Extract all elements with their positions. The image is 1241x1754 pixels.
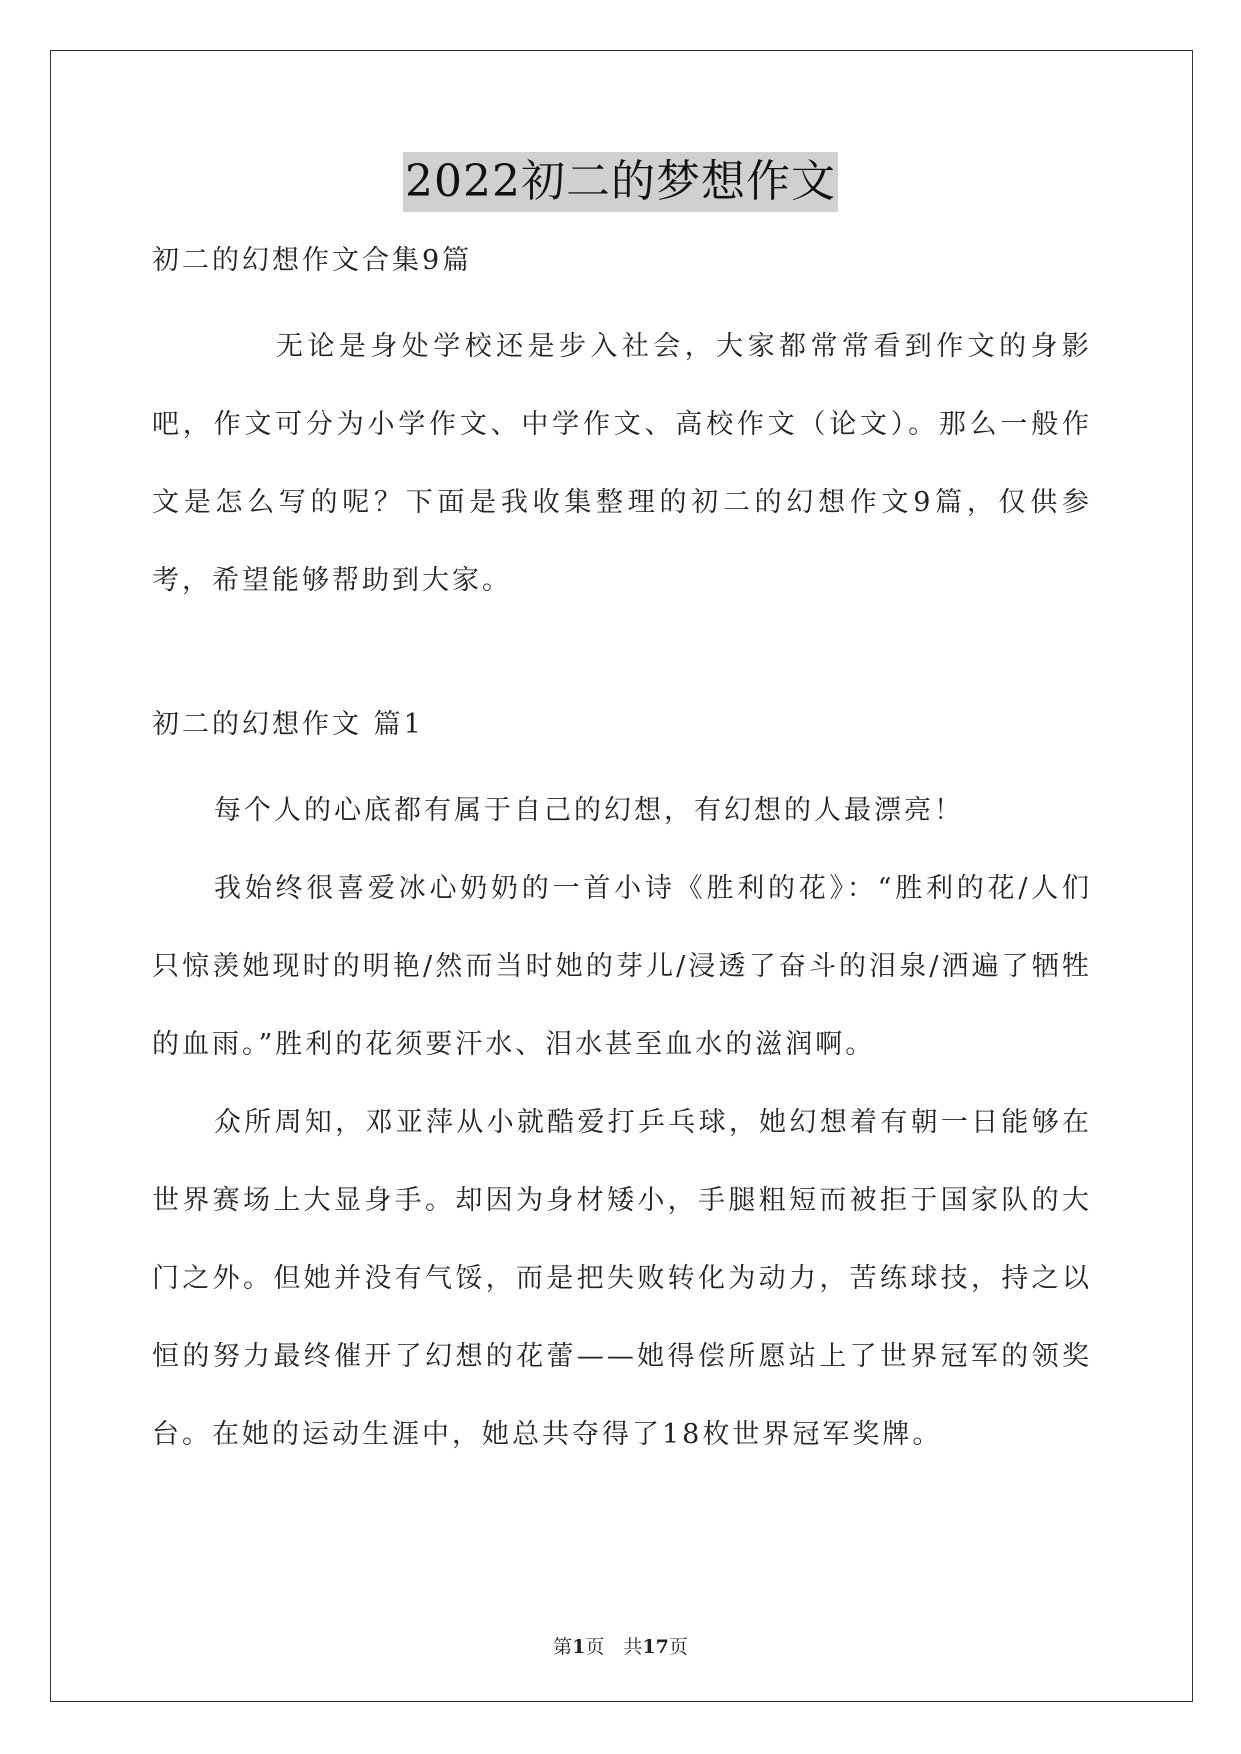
footer-mid: 页 共 <box>585 1636 643 1658</box>
footer-prefix: 第 <box>553 1636 573 1658</box>
body-paragraph-2: 我始终很喜爱冰心奶奶的一首小诗《胜利的花》：“胜利的花/人们只惊羡她现时的明艳/然而当时她的芽儿/浸透了奋斗的泪泉/洒遍了牺牲的血雨。”胜利的花须要汗水、泪水甚至血水的滋润啊。 <box>152 873 1092 1060</box>
body-paragraph-1: 每个人的心底都有属于自己的幻想，有幻想的人最漂亮！ <box>214 795 964 826</box>
intro-paragraph: 无论是身处学校还是步入社会，大家都常常看到作文的身影吧，作文可分为小学作文、中学作文、高校作文（论文）。那么一般作文是怎么写的呢？下面是我收集整理的初二的幻想作文9篇，仅供参考，希望能够帮助到大家。 <box>152 331 1092 596</box>
section-heading: 初二的幻想作文 篇1 <box>152 709 424 740</box>
document-subtitle: 初二的幻想作文合集9篇 <box>152 245 473 276</box>
title-wrap <box>0 152 1241 212</box>
document-title: 2022初二的梦想作文 <box>403 152 838 212</box>
footer-current-page: 1 <box>572 1636 586 1658</box>
body-paragraph-3: 众所周知，邓亚萍从小就酷爱打乒乓球，她幻想着有朝一日能够在世界赛场上大显身手。却因为身材矮小，手腿粗短而被拒于国家队的大门之外。但她并没有气馁，而是把失败转化为动力，苦练球技，持之以恒的努力最终催开了幻想的花蕾——她得偿所愿站上了世界冠军的领奖台。在她的运动生涯中，她总共夺得了18枚世界冠军奖牌。 <box>152 1107 1092 1450</box>
page-footer <box>0 1632 1241 1659</box>
document-body <box>152 236 1092 1474</box>
footer-total-pages: 17 <box>642 1636 669 1658</box>
footer-suffix: 页 <box>668 1636 688 1658</box>
